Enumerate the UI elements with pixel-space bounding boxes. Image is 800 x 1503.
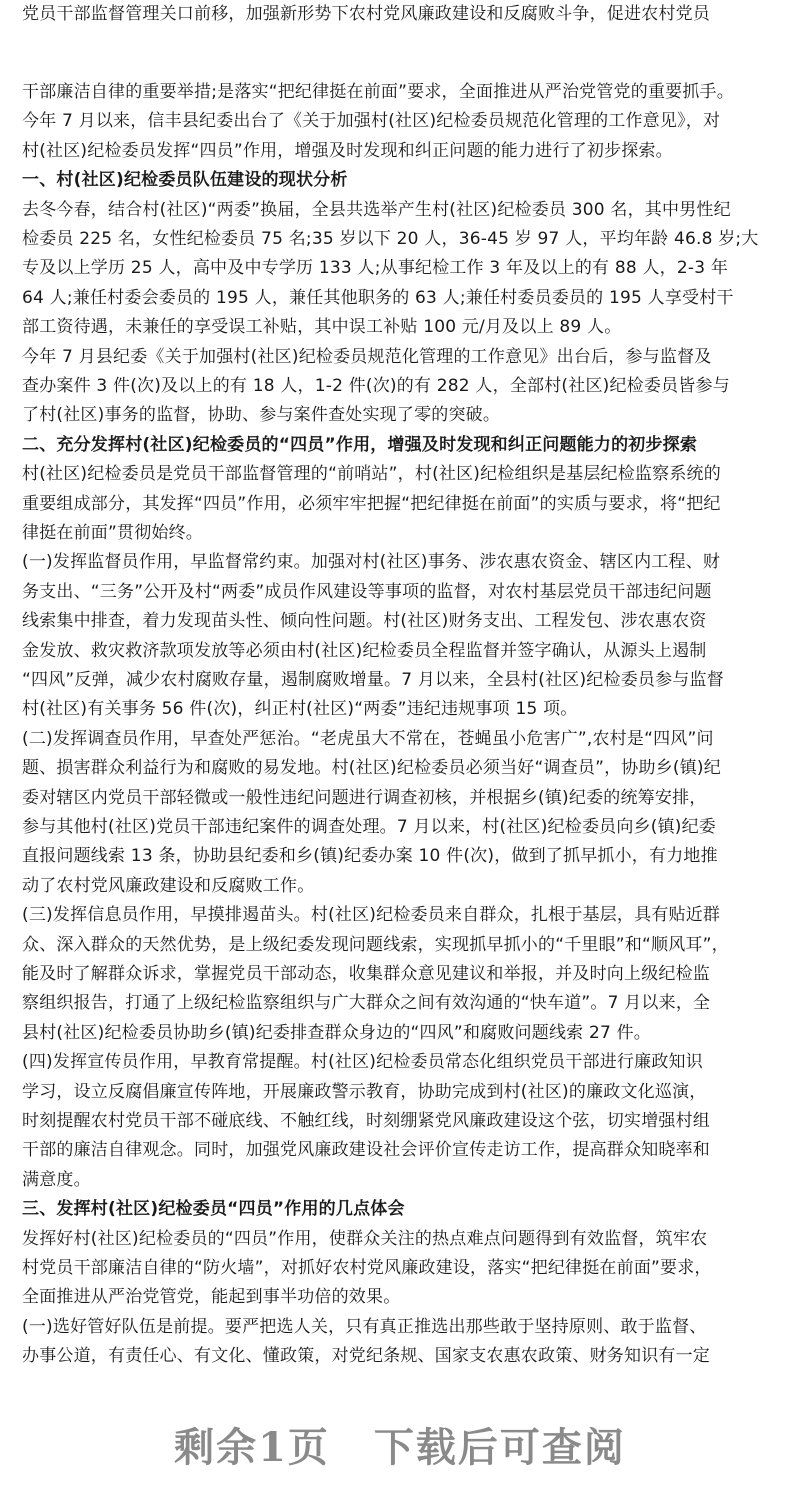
paragraph-line: 全面推进从严治党管党，能起到事半功倍的效果。 <box>22 1287 401 1308</box>
paragraph-line: 直报问题线索 13 条，协助县纪委和乡(镇)纪委办案 10 件(次)，做到了抓早抓小，有力地推 <box>22 846 718 867</box>
paragraph-line: 查办案件 3 件(次)及以上的有 18 人，1-2 件(次)的有 282 人，全部村(社区)纪检委员皆参与 <box>22 376 730 396</box>
paragraph-line: 参与其他村(社区)党员干部违纪案件的调查处理。7 月以来，村(社区)纪检委员向乡(镇)纪委 <box>22 817 717 837</box>
paragraph-line: (四)发挥宣传员作用，早教育常提醒。村(社区)纪检委员常态化组织党员干部进行廉政知识 <box>22 1052 703 1073</box>
paragraph-line: 村(社区)有关事务 56 件(次)，纠正村(社区)“两委”违纪违规事项 15 项。 <box>22 699 578 720</box>
paragraph-line: 时刻提醒农村党员干部不碰底线、不触红线，时刻绷紧党风廉政建设这个弦，切实增强村组 <box>22 1111 710 1131</box>
paragraph-line: 检委员 225 名，女性纪检委员 75 名;35 岁以下 20 人，36-45 岁 97 人，平均年龄 46.8 岁;大 <box>22 229 759 249</box>
paragraph-line: 村(社区)纪检委员发挥“四员”作用，增强及时发现和纠正问题的能力进行了初步探索。 <box>22 140 673 161</box>
paragraph-line: 干部的廉洁自律观念。同时，加强党风廉政建设社会评价宣传走访工作，提高群众知晓率和 <box>22 1140 710 1161</box>
paragraph-line: 学习，设立反腐倡廉宣传阵地，开展廉政警示教育，协助完成到村(社区)的廉政文化巡演， <box>22 1081 707 1102</box>
section-heading: 二、充分发挥村(社区)纪检委员的“四员”作用，增强及时发现和纠正问题能力的初步探索 <box>22 434 698 455</box>
paragraph-line: (一)发挥监督员作用，早监督常约束。加强对村(社区)事务、涉农惠农资金、辖区内工程、财 <box>22 552 721 573</box>
remaining-pages-label: 剩余1页 <box>174 1423 330 1471</box>
paragraph-line: 去冬今春，结合村(社区)“两委”换届，全县共选举产生村(社区)纪检委员 300 名，其中男性纪 <box>22 199 731 220</box>
paragraph-line: 了村(社区)事务的监督，协助、参与案件查处实现了零的突破。 <box>22 405 501 426</box>
download-to-view-button[interactable]: 下载后可查阅 <box>373 1423 626 1471</box>
paragraph-line: 办事公道，有责任心、有文化、懂政策，对党纪条规、国家支农惠农政策、财务知识有一定 <box>22 1346 710 1367</box>
paragraph-line: 县村(社区)纪检委员协助乡(镇)纪委排查群众身边的“四风”和腐败问题线索 27 件。 <box>22 1022 651 1043</box>
paragraph-line: “四风”反弹，减少农村腐败存量，遏制腐败增量。7 月以来，全县村(社区)纪检委员参与监督 <box>22 670 724 690</box>
section-heading: 一、村(社区)纪检委员队伍建设的现状分析 <box>22 170 348 191</box>
paragraph-line: 众、深入群众的天然优势，是上级纪委发现问题线索，实现抓早抓小的“千里眼”和“顺风耳”， <box>22 934 729 955</box>
paragraph-line: 能及时了解群众诉求，掌握党员干部动态，收集群众意见建议和举报，并及时向上级纪检监 <box>22 964 710 984</box>
page-break-gap <box>0 40 800 70</box>
paywall-banner <box>0 1385 800 1503</box>
paragraph-line: (三)发挥信息员作用，早摸排遏苗头。村(社区)纪检委员来自群众，扎根于基层，具有贴近群 <box>22 905 721 926</box>
paragraph-line: 线索集中排查，着力发现苗头性、倾向性问题。村(社区)财务支出、工程发包、涉农惠农资 <box>22 611 707 632</box>
paragraph-line: 动了农村党风廉政建设和反腐败工作。 <box>22 875 315 896</box>
paragraph-line: (二)发挥调查员作用，早查处严惩治。“老虎虽大不常在，苍蝇虽小危害广”,农村是“四风”问 <box>22 728 714 749</box>
paragraph-line: 律挺在前面”贯彻始终。 <box>22 523 204 543</box>
paragraph-line: 今年 7 月以来，信丰县纪委出台了《关于加强村(社区)纪检委员规范化管理的工作意见》，对 <box>22 111 721 132</box>
paragraph-line: (一)选好管好队伍是前提。要严把选人关，只有真正推选出那些敢于坚持原则、敢于监督、 <box>22 1316 707 1337</box>
paragraph-line: 察组织报告，打通了上级纪检监察组织与广大群众之间有效沟通的“快车道”。7 月以来，全 <box>22 993 711 1014</box>
paragraph-line: 村(社区)纪检委员是党员干部监督管理的“前哨站”，村(社区)纪检组织是基层纪检监察系统的 <box>22 464 721 485</box>
paragraph-line: 64 人;兼任村委会委员的 195 人，兼任其他职务的 63 人;兼任村委员委员的 195 人享受村干 <box>22 287 734 308</box>
paragraph-line: 委对辖区内党员干部轻微或一般性违纪问题进行调查初核，并根据乡(镇)纪委的统筹安排， <box>22 787 707 808</box>
paragraph-line: 党员干部监督管理关口前移，加强新形势下农村党风廉政建设和反腐败斗争，促进农村党员 <box>22 4 710 24</box>
section-heading: 三、发挥村(社区)纪检委员“四员”作用的几点体会 <box>22 1199 405 1220</box>
paragraph-line: 今年 7 月县纪委《关于加强村(社区)纪检委员规范化管理的工作意见》出台后，参与监督及 <box>22 346 712 367</box>
paragraph-line: 专及以上学历 25 人，高中及中专学历 133 人;从事纪检工作 3 年及以上的有 88 人，2-3 年 <box>22 258 729 279</box>
paragraph-line: 重要组成部分，其发挥“四员”作用，必须牢牢把握“把纪律挺在前面”的实质与要求，将“把纪 <box>22 493 721 514</box>
paragraph-line: 发挥好村(社区)纪检委员的“四员”作用，使群众关注的热点难点问题得到有效监督，筑牢农 <box>22 1228 708 1249</box>
paragraph-line: 题、损害群众利益行为和腐败的易发地。村(社区)纪检委员必须当好“调查员”，协助乡(镇)纪 <box>22 758 721 779</box>
paragraph-line: 村党员干部廉洁自律的“防火墙”，对抓好农村党风廉政建设，落实“把纪律挺在前面”要求， <box>22 1258 712 1278</box>
paragraph-line: 务支出、“三务”公开及村“两委”成员作风建设等事项的监督，对农村基层党员干部违纪问题 <box>22 581 712 602</box>
paragraph-line: 满意度。 <box>22 1169 91 1190</box>
paragraph-line: 金发放、救灾救济款项发放等必须由村(社区)纪检委员全程监督并签字确认，从源头上遏制 <box>22 640 707 661</box>
paragraph-line: 部工资待遇，未兼任的享受误工补贴，其中误工补贴 100 元/月及以上 89 人。 <box>22 317 622 338</box>
paragraph-line: 干部廉洁自律的重要举措;是落实“把纪律挺在前面”要求，全面推进从严治党管党的重要抓手。 <box>22 82 734 102</box>
